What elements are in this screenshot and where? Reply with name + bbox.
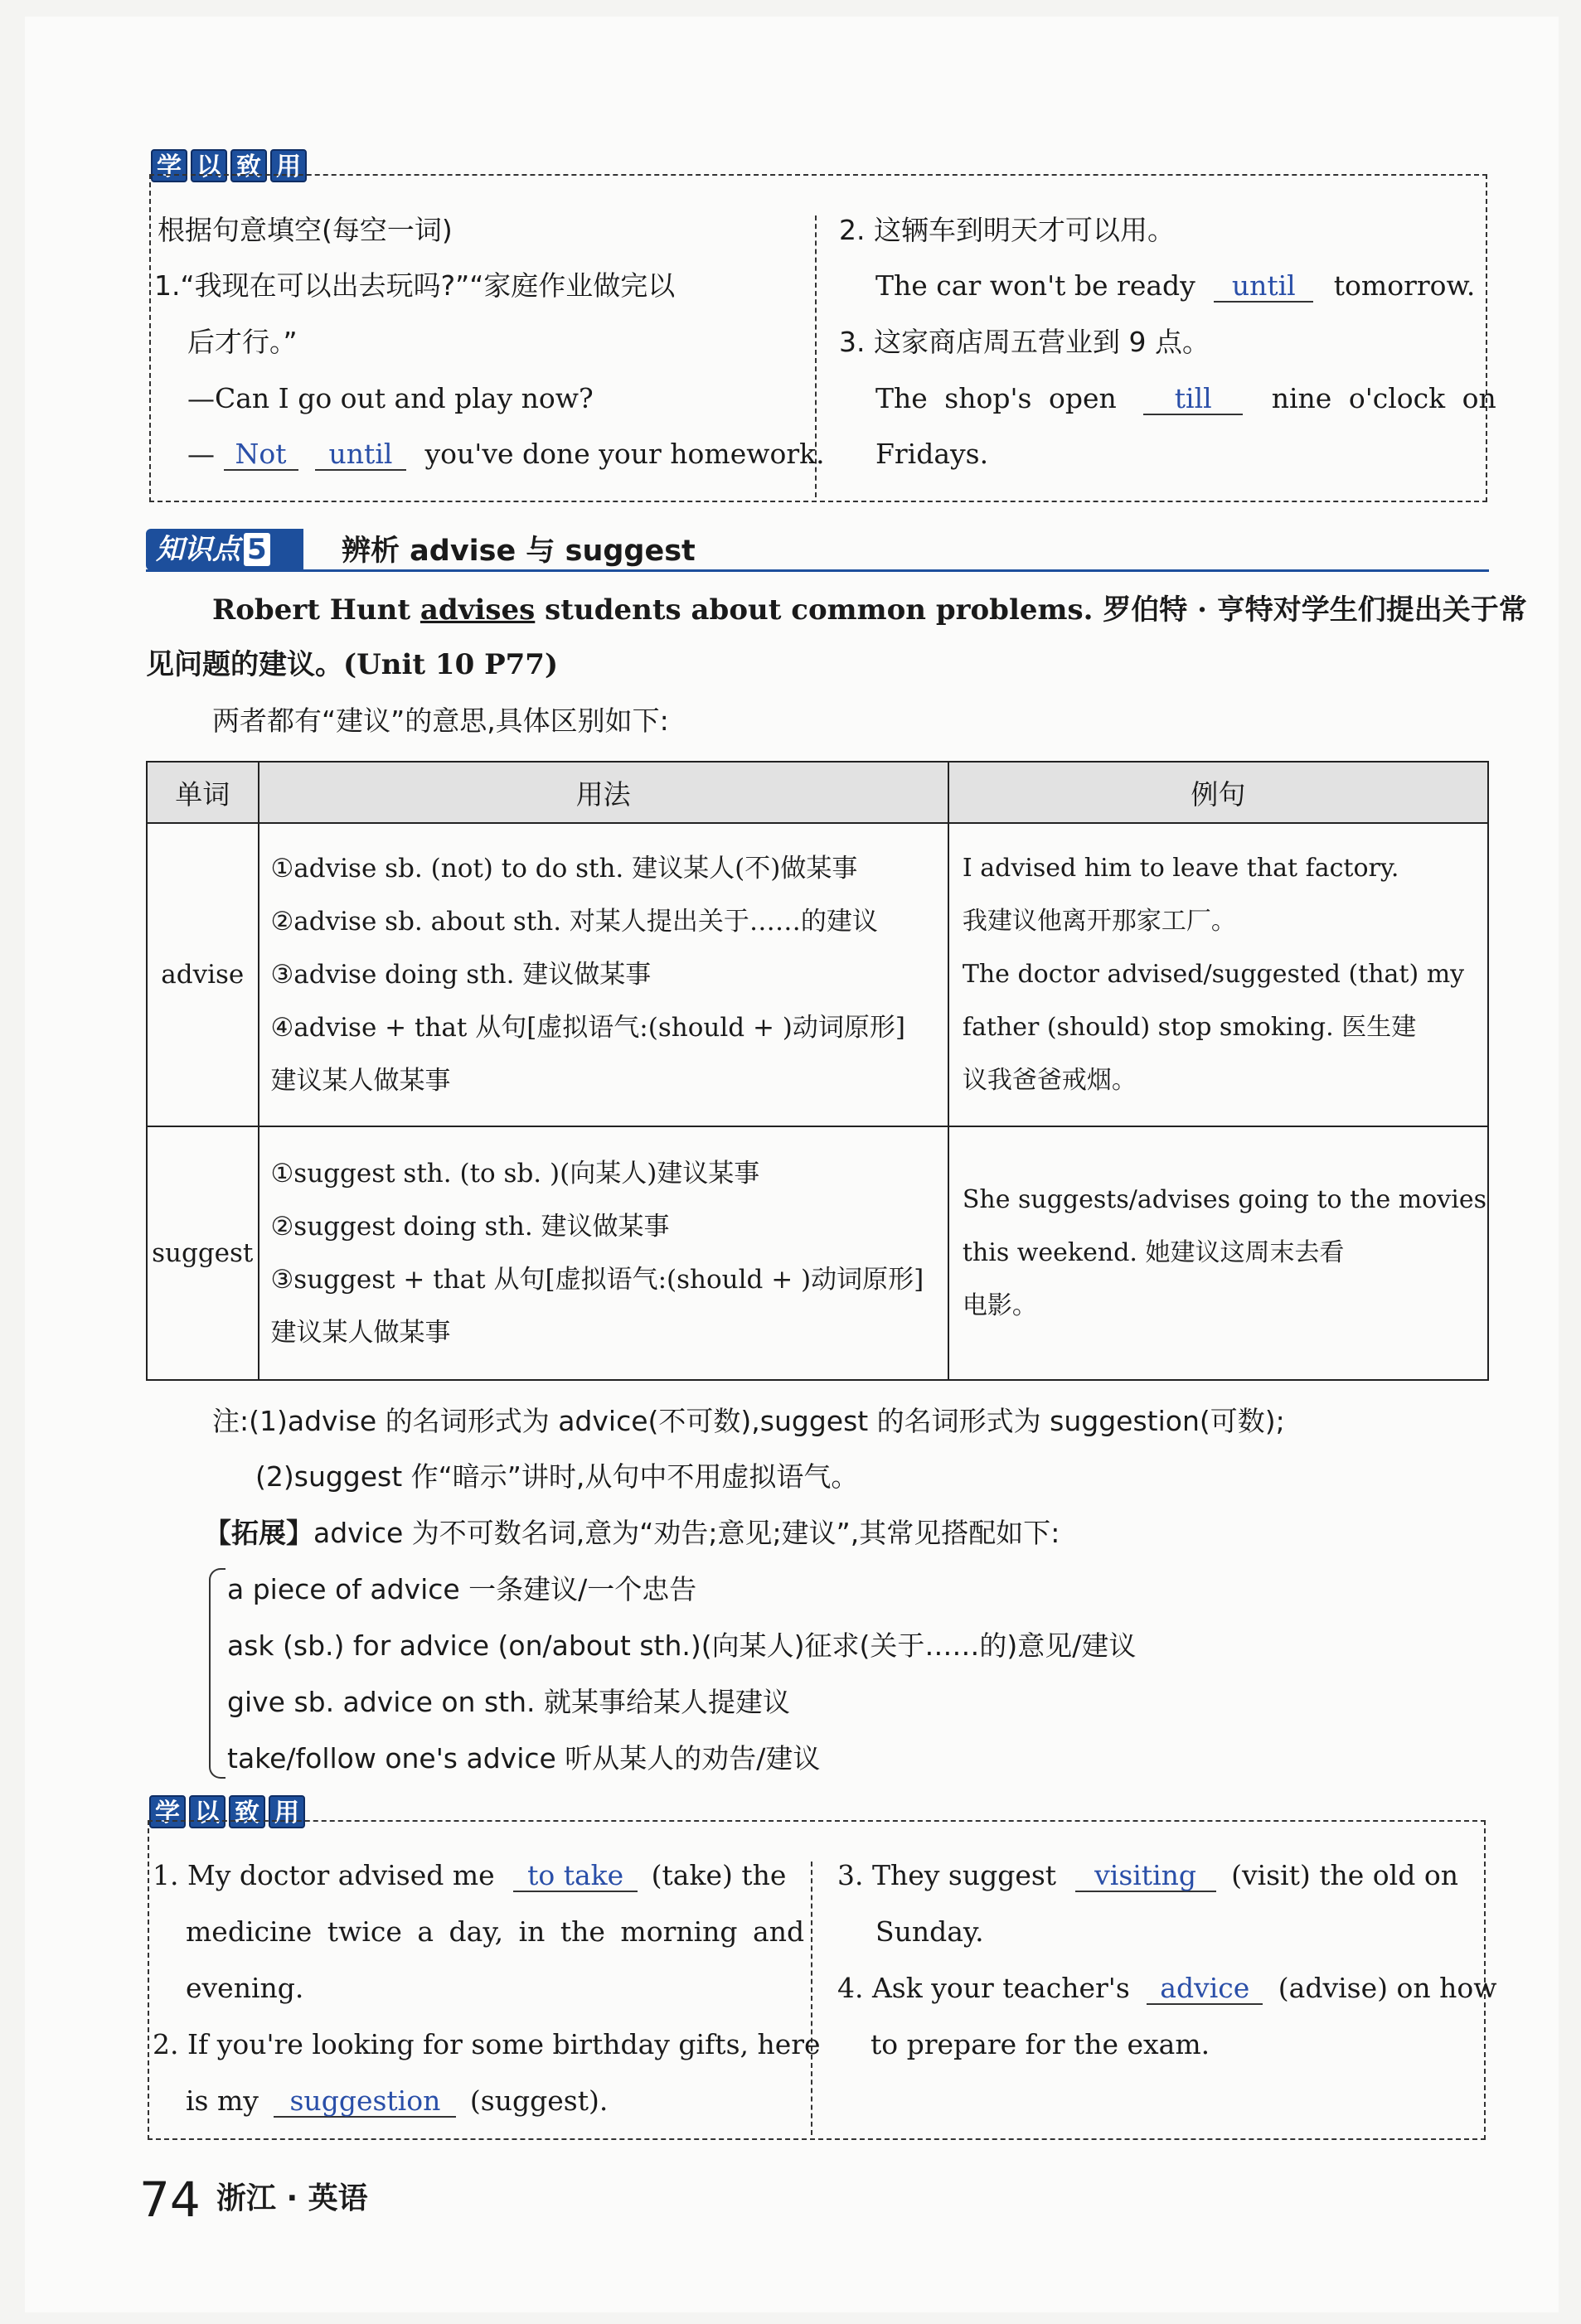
comparison-table [146, 761, 1489, 1381]
example-cell [948, 823, 1488, 1126]
footer [139, 2171, 368, 2228]
kp-title: 辨析 advise 与 suggest [342, 535, 696, 568]
q3-pre: The shop's open [875, 382, 1117, 414]
example-line: father (should) stop smoking. 医生建 [962, 1013, 1417, 1042]
q2-chinese: 2. 这辆车到明天才可以用。 [839, 214, 1175, 246]
q1-line1: 1.“我现在可以出去玩吗?”“家庭作业做完以 [154, 269, 676, 302]
word-advise: advise [147, 823, 259, 1126]
q3-line3: Fridays. [875, 438, 989, 470]
answer-blank: until [315, 439, 406, 471]
expand-text: advice 为不可数名词,意为“劝告;意见;建议”,其常见搭配如下: [313, 1517, 1060, 1549]
header-word: 单词 [147, 762, 259, 823]
ex2-q4-line2: to prepare for the exam. [871, 2028, 1210, 2060]
phrase: take/follow one's advice 听从某人的劝告/建议 [227, 1742, 821, 1774]
brace [209, 1568, 226, 1779]
ex2-q3-line2: Sunday. [875, 1915, 984, 1948]
q3-chinese: 3. 这家商店周五营业到 9 点。 [839, 326, 1210, 358]
badge-char: 以 [189, 1795, 226, 1828]
phrase: ask (sb.) for advice (on/about sth.)(向某人)征求(关于……的)意见/建议 [227, 1629, 1137, 1662]
table-header-row [147, 762, 1488, 823]
answer-blank: advice [1147, 1973, 1263, 2005]
example-line: 议我爸爸戒烟。 [962, 1066, 1137, 1095]
q3-english [875, 382, 1496, 415]
q2-post: tomorrow. [1333, 269, 1476, 302]
usage-line: ①advise sb. (not) to do sth. 建议某人(不)做某事 [270, 854, 858, 884]
example-line: I advised him to leave that factory. [962, 854, 1399, 883]
example-line: this weekend. 她建议这周末去看 [962, 1238, 1345, 1267]
intro-c: students about common problems. 罗伯特 · 亨特对学生们提出关于常 [535, 593, 1527, 627]
ex2-q4-line1 [837, 1972, 1496, 2005]
example-line: The doctor advised/suggested (that) my [962, 960, 1465, 989]
kp-text: 知识点 [156, 533, 240, 566]
q1-line2: 后才行。” [187, 326, 298, 358]
badge-char: 学 [151, 149, 187, 182]
dash: — [187, 438, 215, 470]
phrase: give sb. advice on sth. 就某事给某人提建议 [227, 1686, 790, 1718]
q1-line4 [187, 438, 825, 471]
ex2-q1-line2: medicine twice a day, in the morning and [186, 1915, 805, 1948]
answer-blank: suggestion [274, 2086, 456, 2118]
q4-b: (advise) on how [1278, 1972, 1497, 2004]
page-number: 74 [139, 2171, 201, 2228]
kp-number: 5 [244, 533, 270, 566]
badge-char: 以 [191, 149, 227, 182]
answer-blank: till [1143, 384, 1243, 415]
table-row [147, 823, 1488, 1126]
answer-blank: until [1214, 271, 1313, 303]
intro-line2: 见问题的建议。(Unit 10 P77) [146, 648, 559, 681]
kp-underline [146, 569, 1489, 572]
ex2-q3-line1 [837, 1859, 1458, 1892]
usage-line: ②suggest doing sth. 建议做某事 [270, 1212, 670, 1242]
usage-line: 建议某人做某事 [270, 1066, 451, 1096]
usage-line: ③advise doing sth. 建议做某事 [270, 960, 652, 990]
badge-char: 用 [269, 1795, 305, 1828]
column-divider [811, 1862, 812, 2135]
q1-line3: —Can I go out and play now? [187, 382, 594, 414]
intro-keyword: advises [419, 593, 536, 627]
q4-a: 4. Ask your teacher's [837, 1972, 1130, 2004]
usage-line: ①suggest sth. (to sb. )(向某人)建议某事 [270, 1159, 760, 1189]
example-line: She suggests/advises going to the movies [962, 1185, 1486, 1214]
ex2-q1-line3: evening. [186, 1972, 304, 2004]
usage-cell [259, 823, 948, 1126]
word-suggest: suggest [147, 1126, 259, 1380]
answer-blank: Not [224, 439, 298, 471]
answer-blank: visiting [1075, 1861, 1216, 1892]
ex2-q2-line2 [186, 2084, 608, 2118]
example-cell [948, 1126, 1488, 1380]
example-line: 电影。 [962, 1291, 1037, 1320]
usage-line: ④advise + that 从句[虚拟语气:(should + )动词原形] [270, 1013, 905, 1043]
q1-suffix: you've done your homework. [424, 438, 825, 470]
q2-pre: The car won't be ready [875, 269, 1195, 302]
intro-a: Robert Hunt [212, 593, 420, 627]
q1-a: 1. My doctor advised me [153, 1859, 495, 1891]
lead-text: 两者都有“建议”的意思,具体区别如下: [212, 704, 669, 737]
phrase: a piece of advice 一条建议/一个忠告 [227, 1573, 697, 1605]
intro-line1 [212, 593, 1527, 627]
badge-char: 用 [270, 149, 307, 182]
ex2-q1-line1 [153, 1859, 786, 1892]
usage-line: ③suggest + that 从句[虚拟语气:(should + )动词原形] [270, 1265, 924, 1295]
badge-char: 致 [230, 149, 267, 182]
answer-blank: to take [513, 1861, 638, 1892]
q3-post: nine o'clock on [1271, 382, 1496, 414]
q3-a: 3. They suggest [837, 1859, 1057, 1891]
expand-line [204, 1517, 1060, 1550]
header-example: 例句 [948, 762, 1488, 823]
knowledge-point-badge [146, 529, 303, 570]
q2-b: is my [186, 2084, 259, 2117]
q1-b: (take) the [651, 1859, 787, 1891]
expand-label: 【拓展】 [204, 1517, 313, 1549]
q3-b: (visit) the old on [1231, 1859, 1458, 1891]
ex2-q2-line1: 2. If you're looking for some birthday gifts, here [153, 2028, 821, 2060]
table-row [147, 1126, 1488, 1380]
header-usage: 用法 [259, 762, 948, 823]
instruction: 根据句意填空(每空一词) [158, 214, 453, 246]
q2-english [875, 269, 1475, 303]
usage-line: 建议某人做某事 [270, 1318, 451, 1348]
usage-cell [259, 1126, 948, 1380]
badge-char: 致 [229, 1795, 265, 1828]
note-2: (2)suggest 作“暗示”讲时,从句中不用虚拟语气。 [255, 1460, 859, 1493]
usage-line: ②advise sb. about sth. 对某人提出关于……的建议 [270, 907, 878, 937]
footer-label: 浙江 · 英语 [216, 2181, 368, 2215]
q2-c: (suggest). [469, 2084, 609, 2117]
badge-char: 学 [149, 1795, 186, 1828]
example-line: 我建议他离开那家工厂。 [962, 907, 1236, 936]
note-1: 注:(1)advise 的名词形式为 advice(不可数),suggest 的名词形式为 suggestion(可数); [212, 1405, 1285, 1437]
